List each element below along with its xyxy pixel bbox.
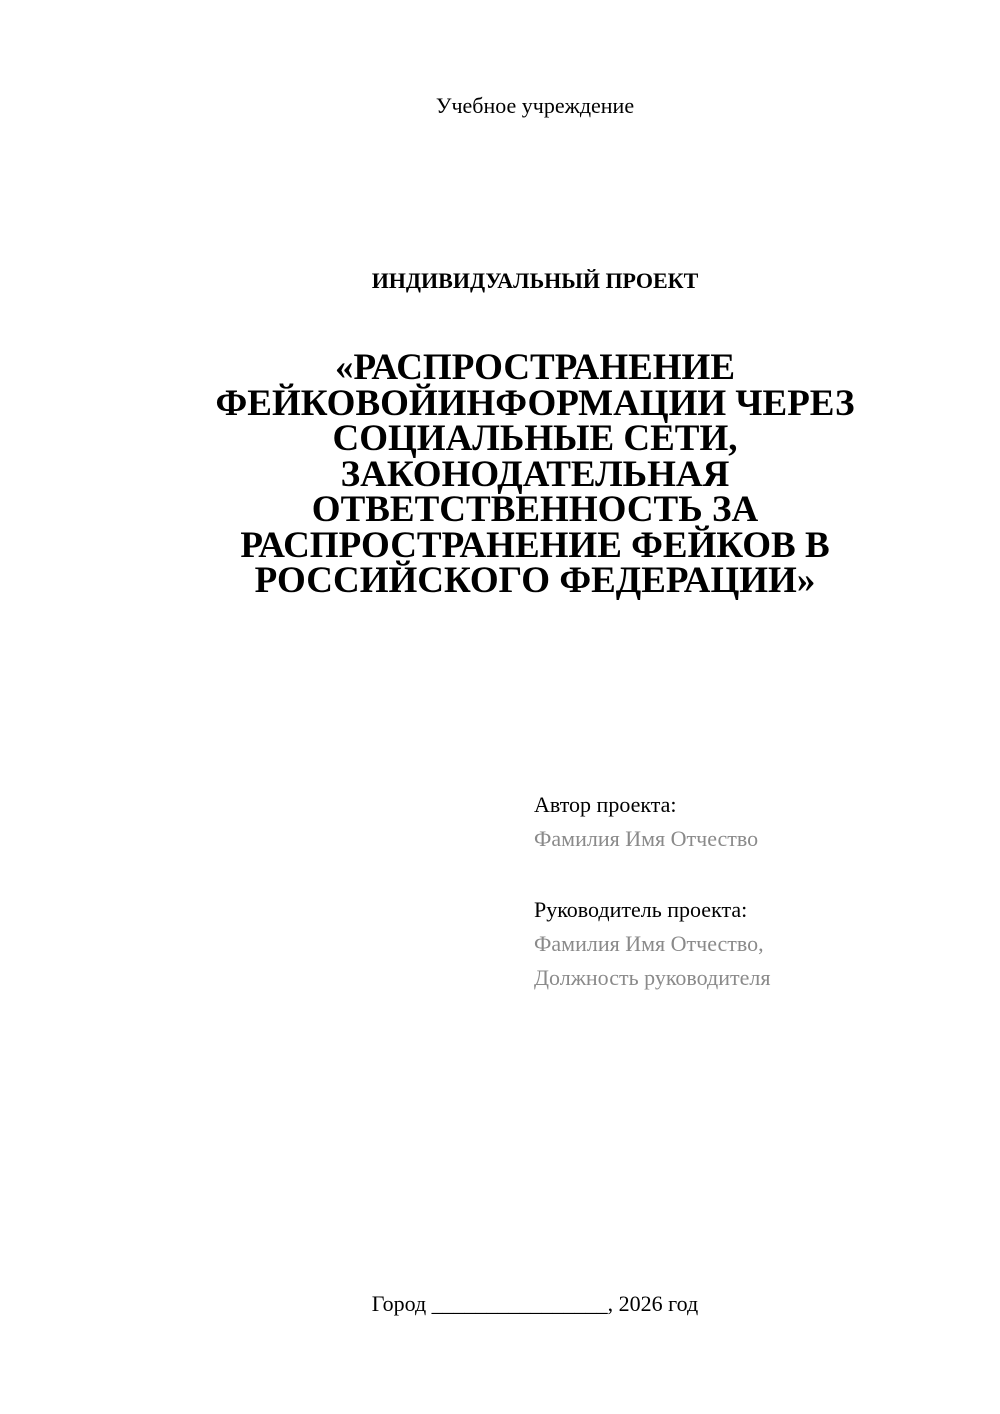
project-title-line: «РАСПРОСТРАНЕНИЕ — [334, 347, 736, 388]
project-title-line: РАСПРОСТРАНЕНИЕ ФЕЙКОВ В — [240, 524, 830, 566]
supervisor-name: Фамилия Имя Отчество, — [534, 931, 764, 956]
credits-block — [534, 788, 770, 995]
project-title — [0, 347, 1000, 601]
supervisor-label: Руководитель проекта: — [534, 897, 748, 922]
institution-name: Учебное учреждение — [435, 93, 635, 118]
project-title-line: ФЕЙКОВОЙИНФОРМАЦИИ ЧЕРЕЗ — [215, 382, 855, 424]
project-title-line: РОССИЙСКОГО ФЕДЕРАЦИИ» — [254, 560, 816, 601]
city-year-line: Город ________________, 2026 год — [371, 1291, 699, 1316]
credits-spacer — [534, 856, 770, 893]
author-name: Фамилия Имя Отчество — [534, 826, 759, 851]
supervisor-position: Должность руководителя — [534, 965, 771, 990]
project-title-line: ЗАКОНОДАТЕЛЬНАЯ — [340, 453, 730, 495]
project-title-line: СОЦИАЛЬНЫЕ СЕТИ, — [332, 418, 738, 459]
project-type-heading: ИНДИВИДУАЛЬНЫЙ ПРОЕКТ — [371, 268, 699, 293]
author-label: Автор проекта: — [534, 792, 677, 817]
project-title-line: ОТВЕТСТВЕННОСТЬ ЗА — [311, 489, 759, 530]
